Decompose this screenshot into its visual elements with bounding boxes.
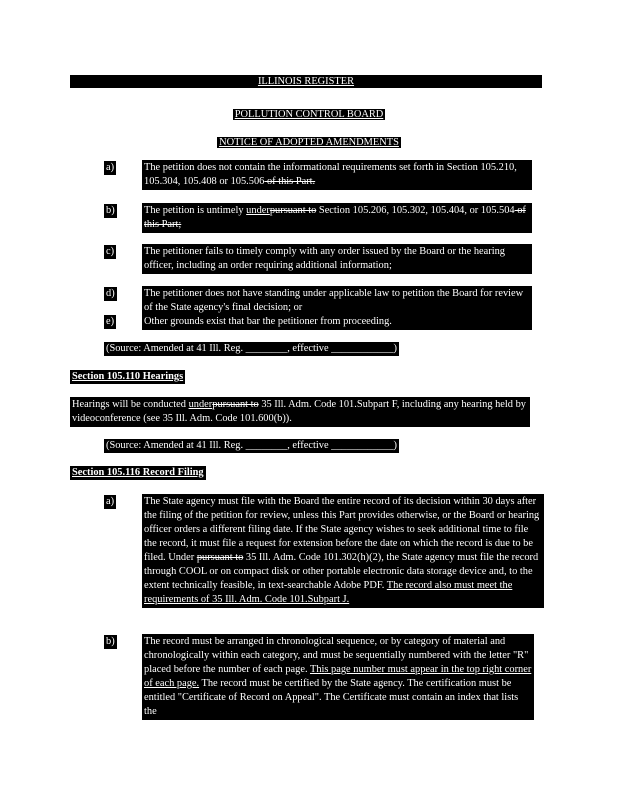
item-e-text: Other grounds exist that bar the petitioner from proceeding. xyxy=(142,314,532,330)
item-a-strike: of this Part. xyxy=(264,176,316,187)
record-b-label: b) xyxy=(106,636,115,647)
section-116-heading xyxy=(70,466,206,480)
record-b-body-2: The record must be certified by the State agency. The certification must be entitled "Certificate of Record on Appeal". The Certificate must contain an index that lists the xyxy=(144,678,519,717)
item-a-label: a) xyxy=(106,162,115,173)
item-e-label: e) xyxy=(106,316,115,327)
item-b-strike: pursuant to xyxy=(269,205,317,216)
record-b-body-1: The record must be arranged in chronological sequence, or by category of material and chronologically within each category, and must be sequentially numbered with the letter "R" placed before the number of each page. xyxy=(144,636,529,675)
notice-title: NOTICE OF ADOPTED AMENDMENTS xyxy=(219,137,399,148)
header-bar xyxy=(70,75,542,88)
source-note-1: (Source: Amended at 41 Ill. Reg. ________, effective ____________) xyxy=(106,343,397,354)
record-a-text xyxy=(142,494,544,608)
item-b-text xyxy=(142,203,532,233)
section-110-body-a: Hearings will be conducted xyxy=(72,399,189,410)
register-title: ILLINOIS REGISTER xyxy=(257,76,355,87)
section-116-heading-text: Section 105.116 Record Filing xyxy=(72,467,204,478)
item-a-body: The petition does not contain the informational requirements set forth in Section 105.210, 105.304, 105.408 or 105.506 xyxy=(144,162,517,187)
section-110-text xyxy=(70,397,530,427)
board-title-wrap xyxy=(0,104,618,122)
board-title: POLLUTION CONTROL BOARD xyxy=(234,109,384,120)
record-a-under: The record also must meet the requirements of 35 Ill. Adm. Code 101.Subpart J. xyxy=(144,580,513,605)
item-a-text xyxy=(142,160,532,190)
item-b-strike2: of this Part; xyxy=(144,205,526,230)
section-110-body-b: 35 Ill. Adm. Code 101.Subpart F, including any hearing held by videoconference (see 35 Ill. Adm. Code 101.600(b)). xyxy=(72,399,526,424)
source-note-2: (Source: Amended at 41 Ill. Reg. ________, effective ____________) xyxy=(106,440,397,451)
record-a-strike: pursuant to xyxy=(196,552,244,563)
record-b-text xyxy=(142,634,534,720)
section-110-strike: pursuant to xyxy=(212,399,259,410)
item-b-body2: Section 105.206, 105.302, 105.404, or 105.504 xyxy=(316,205,515,216)
record-a-label: a) xyxy=(106,496,115,507)
item-c-text: The petitioner fails to timely comply with any order issued by the Board or the hearing officer, including an order requiring additional information; xyxy=(142,244,532,274)
item-b-body: The petition is untimely xyxy=(144,205,247,216)
item-b-under: under xyxy=(246,205,270,216)
item-d-text: The petitioner does not have standing under applicable law to petition the Board for review of the State agency's final decision; or xyxy=(142,286,532,316)
section-110-heading xyxy=(70,370,185,384)
item-d-label: d) xyxy=(106,288,115,299)
section-110-heading-text: Section 105.110 Hearings xyxy=(72,371,184,382)
record-a-body-1: The State agency must file with the Board the entire record of its decision within 30 days after the filing of the petition for review, unless this Part provides otherwise, or the Board or hearing officer orders a different filing date. If the State agency wishes to seek additional time to file the record, it must file a request for extension before the date on which the record is due to be filed. Under xyxy=(144,496,540,563)
record-a-body-2: 35 Ill. Adm. Code 101.302(h)(2), the State agency must file the record through COOL or on compact disk or other portable electronic data storage device and, to the extent technically feasible, in text-searchable Adobe PDF. xyxy=(144,552,539,591)
record-b-under: This page number must appear in the top right corner of each page. xyxy=(144,664,532,689)
item-b-label: b) xyxy=(106,205,115,216)
notice-title-wrap xyxy=(0,132,618,150)
item-c-label: c) xyxy=(106,246,115,257)
section-110-under: under xyxy=(188,399,213,410)
